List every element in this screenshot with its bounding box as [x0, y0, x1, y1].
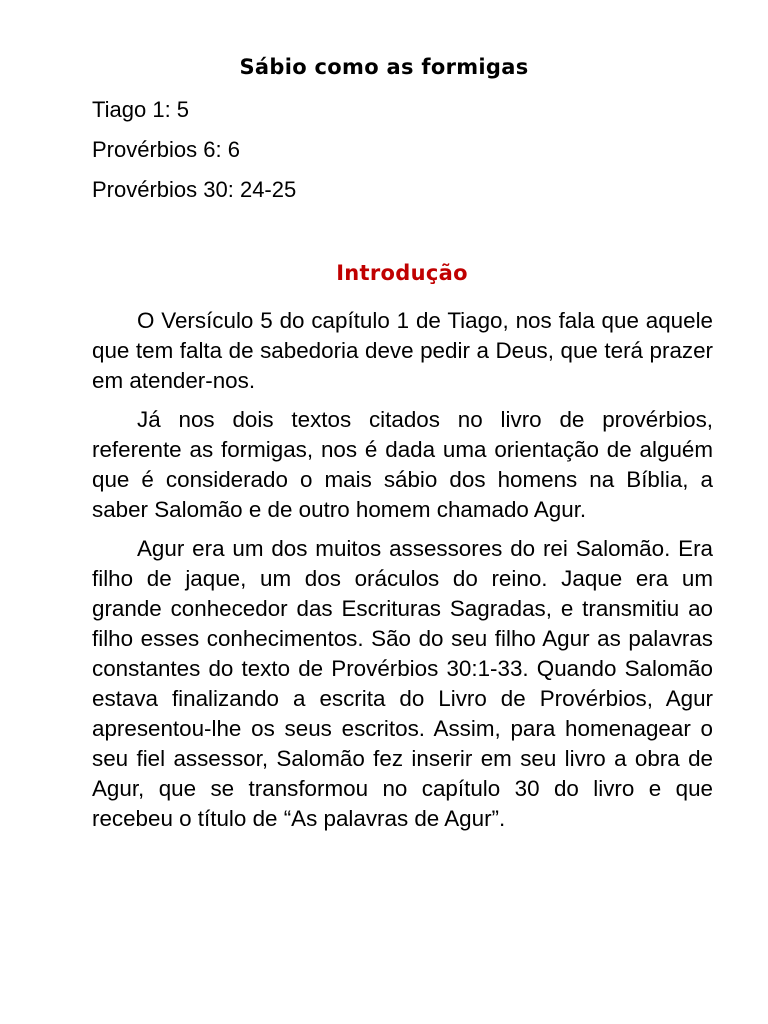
reference-tiago: Tiago 1: 5	[92, 97, 190, 122]
reference-proverbios-6: Provérbios 6: 6	[92, 137, 240, 162]
paragraph: Já nos dois textos citados no livro de provérbios, referente as formigas, nos é dada uma orientação de alguém que é considerado o mais sábio dos homens na Bíblia, a saber Salomão e de outro homem chamado Agur.	[92, 407, 713, 522]
paragraph: Agur era um dos muitos assessores do rei Salomão. Era filho de jaque, um dos oráculos do reino. Jaque era um grande conhecedor das Escrituras Sagradas, e transmitiu ao filho esses conhecimentos. São do seu filho Agur as palavras constantes do texto de Provérbios 30:1-33. Quando Salomão estava finalizando a escrita do Livro de Provérbios, Agur apresentou-lhe os seus escritos. Assim, para homenagear o seu fiel assessor, Salomão fez inserir em seu livro a obra de Agur, que se transformou no capítulo 30 do livro e que recebeu o título de “As palavras de Agur”.	[92, 536, 713, 831]
scripture-references	[92, 96, 296, 216]
body-text	[92, 306, 713, 843]
reference-proverbios-30: Provérbios 30: 24-25	[92, 177, 297, 202]
paragraph: O Versículo 5 do capítulo 1 de Tiago, nos fala que aquele que tem falta de sabedoria deve pedir a Deus, que terá prazer em atender-nos.	[92, 308, 713, 393]
section-heading-introducao: Introdução	[336, 261, 468, 285]
document-title: Sábio como as formigas	[239, 55, 529, 79]
